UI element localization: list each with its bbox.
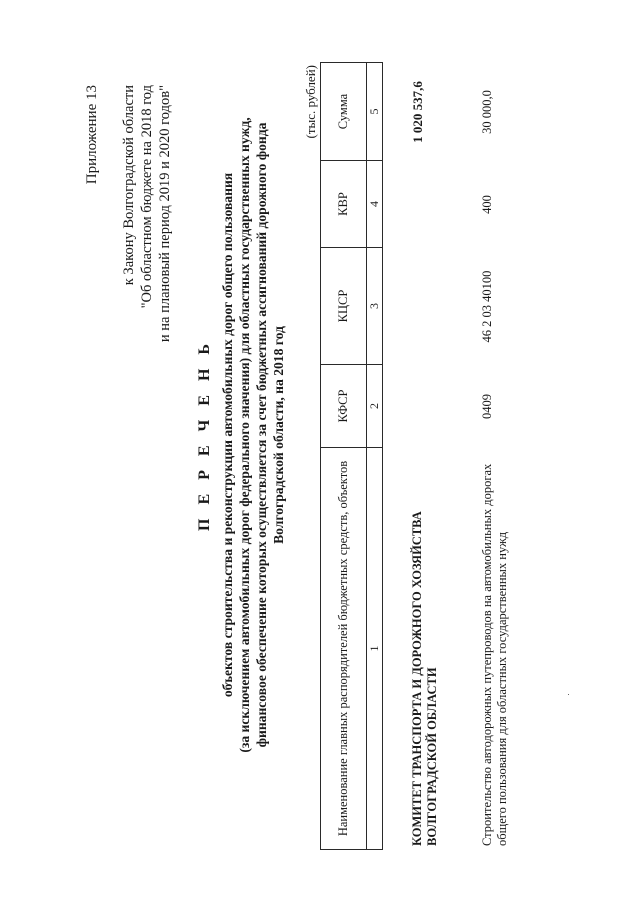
column-header-name: Наименование главных распорядителей бюджетных средств, объектов: [321, 448, 367, 850]
column-header-kvr: КВР: [321, 161, 367, 248]
column-header-sum: Сумма: [321, 63, 367, 161]
row-sum: 30 000,0: [480, 90, 494, 134]
column-header-kfsr: КФСР: [321, 365, 367, 448]
subtitle-line: объектов строительства и реконструкции автомобильных дорог общего пользования: [220, 172, 235, 698]
row-name: КОМИТЕТ ТРАНСПОРТА И ДОРОЖНОГО ХОЗЯЙСТВА ВОЛГОГРАДСКОЙ ОБЛАСТИ: [410, 511, 439, 846]
subtitle-line: (за исключением автомобильных дорог федерального значения) для областных государственных нужд,: [237, 117, 252, 753]
row-kfsr: [410, 365, 480, 448]
subtitle-line: Волгоградской области, на 2018 год: [271, 326, 286, 544]
appendix-label: Приложение 13: [84, 85, 100, 185]
units-label: (тыс. рублей): [303, 65, 318, 139]
law-line: "Об областном бюджете на 2018 год: [139, 85, 155, 309]
row-sum: 1 020 537,6: [410, 81, 425, 143]
column-index: 5: [367, 63, 383, 161]
table-header: [320, 62, 383, 850]
column-index: 1: [367, 448, 383, 850]
row-name: Строительство автодорожных путепроводов на автомобильных дорогах общего пользования для областных государственных нужд: [480, 463, 509, 846]
row-kcsr: 46 2 03 40100: [480, 270, 494, 343]
table-row: [480, 63, 550, 850]
column-index: 4: [367, 161, 383, 248]
row-kcsr: [410, 248, 480, 365]
law-reference: [120, 85, 174, 425]
law-line: к Закону Волгоградской области: [121, 85, 137, 286]
document-subtitle: [219, 95, 287, 775]
row-kvr: [410, 161, 480, 248]
scan-speck: [568, 694, 569, 695]
law-line: и на плановый период 2019 и 2020 годов": [157, 85, 173, 343]
document-title: П Е Р Е Ч Е Н Ь: [196, 339, 213, 531]
row-kfsr: 0409: [480, 394, 494, 419]
column-index: 3: [367, 248, 383, 365]
table-row: [410, 63, 480, 850]
table-body: [410, 63, 550, 850]
subtitle-line: финансовое обеспечение которых осуществляется за счет бюджетных ассигнований дорожного фонда: [254, 122, 269, 748]
column-index: 2: [367, 365, 383, 448]
column-header-kcsr: КЦСР: [321, 248, 367, 365]
row-kvr: 400: [480, 195, 494, 214]
